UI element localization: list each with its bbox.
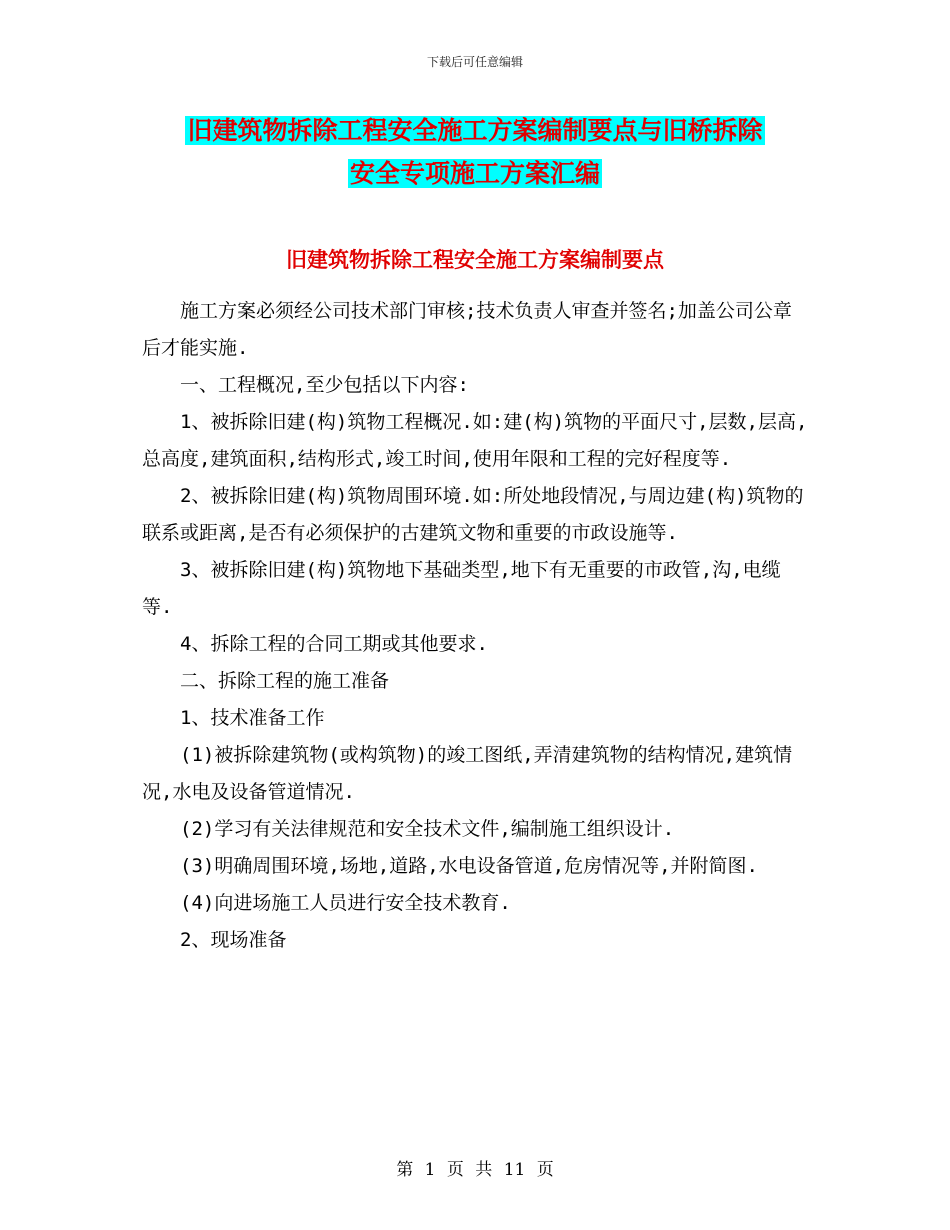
section-title: 旧建筑物拆除工程安全施工方案编制要点 bbox=[286, 248, 664, 272]
paragraph: 3、被拆除旧建(构)筑物地下基础类型,地下有无重要的市政管,沟,电缆等. bbox=[142, 559, 781, 618]
paragraph: 一、工程概况,至少包括以下内容: bbox=[180, 374, 469, 396]
paragraph: 1、技术准备工作 bbox=[180, 707, 325, 729]
document-title-line-1 bbox=[0, 111, 950, 151]
header-note: 下载后可任意编辑 bbox=[426, 55, 523, 69]
document-title-line-2 bbox=[0, 154, 950, 194]
paragraph: (1)被拆除建筑物(或构筑物)的竣工图纸,弄清建筑物的结构情况,建筑情况,水电及设备管道情况. bbox=[142, 744, 793, 803]
document-title-text-2: 安全专项施工方案汇编 bbox=[349, 159, 600, 188]
paragraph: 1、被拆除旧建(构)筑物工程概况.如:建(构)筑物的平面尺寸,层数,层高,总高度,建筑面积,结构形式,竣工时间,使用年限和工程的完好程度等. bbox=[142, 411, 808, 470]
paragraph: 二、拆除工程的施工准备 bbox=[180, 670, 390, 692]
paragraph: 施工方案必须经公司技术部门审核;技术负责人审查并签名;加盖公司公章后才能实施. bbox=[142, 300, 792, 359]
paragraph: 2、现场准备 bbox=[180, 929, 287, 951]
paragraph: (4)向进场施工人员进行安全技术教育. bbox=[180, 892, 511, 914]
paragraph: 4、拆除工程的合同工期或其他要求. bbox=[180, 633, 488, 655]
document-title-text-1: 旧建筑物拆除工程安全施工方案编制要点与旧桥拆除 bbox=[187, 116, 763, 145]
paragraph: 2、被拆除旧建(构)筑物周围环境.如:所处地段情况,与周边建(构)筑物的联系或距离,是否有必须保护的古建筑文物和重要的市政设施等. bbox=[142, 485, 804, 544]
paragraph: (3)明确周围环境,场地,道路,水电设备管道,危房情况等,并附简图. bbox=[180, 855, 758, 877]
document-body bbox=[142, 293, 808, 959]
page-number-footer: 第 1 页 共 11 页 bbox=[396, 1160, 554, 1180]
paragraph: (2)学习有关法律规范和安全技术文件,编制施工组织设计. bbox=[180, 818, 675, 840]
